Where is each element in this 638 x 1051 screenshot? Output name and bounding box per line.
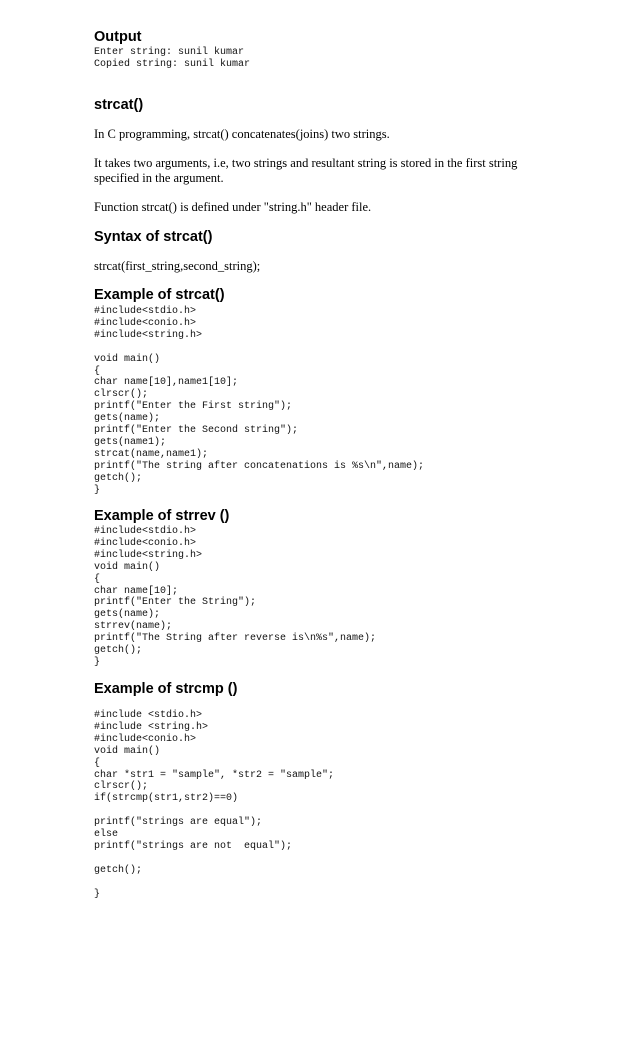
example-strrev-code-block: #include<stdio.h> #include<conio.h> #include<string.h> void main() { char name[10]; printf("Enter the String"); gets(name); strrev(name); printf("The String after reverse is\n%s",name); getch(); } (94, 526, 377, 668)
strcat-heading: strcat() (94, 97, 144, 113)
strcat-description: In C programming, strcat() concatenates(joins) two strings. (94, 127, 390, 141)
example-strcmp-heading: Example of strcmp () (94, 681, 238, 697)
example-strrev-heading: Example of strrev () (94, 508, 230, 524)
syntax-text: strcat(first_string,second_string); (94, 259, 261, 273)
strcat-header-description: Function strcat() is defined under "string.h" header file. (94, 200, 372, 214)
example-strcat-code-block: #include<stdio.h> #include<conio.h> #include<string.h> void main() { char name[10],name1[10]; clrscr(); printf("Enter the First string"); gets(name); printf("Enter the Second string"); gets(name1); strcat(name,name1); printf("The string after concatenations is %s\n",name); getch(); } (94, 306, 425, 496)
syntax-heading: Syntax of strcat() (94, 229, 213, 245)
strcat-arguments-description: It takes two arguments, i.e, two strings and resultant string is stored in the first string specified in the argument. (94, 156, 518, 185)
example-strcmp-code-block: #include <stdio.h> #include <string.h> #include<conio.h> void main() { char *str1 = "sample", *str2 = "sample"; clrscr(); if(strcmp(str1,str2)==0) printf("strings are equal"); else printf("strings are not equal"); getch(); } (94, 710, 335, 900)
output-heading: Output (94, 29, 142, 45)
output-code-block: Enter string: sunil kumar Copied string: sunil kumar (94, 47, 251, 70)
example-strcat-heading: Example of strcat() (94, 287, 225, 303)
